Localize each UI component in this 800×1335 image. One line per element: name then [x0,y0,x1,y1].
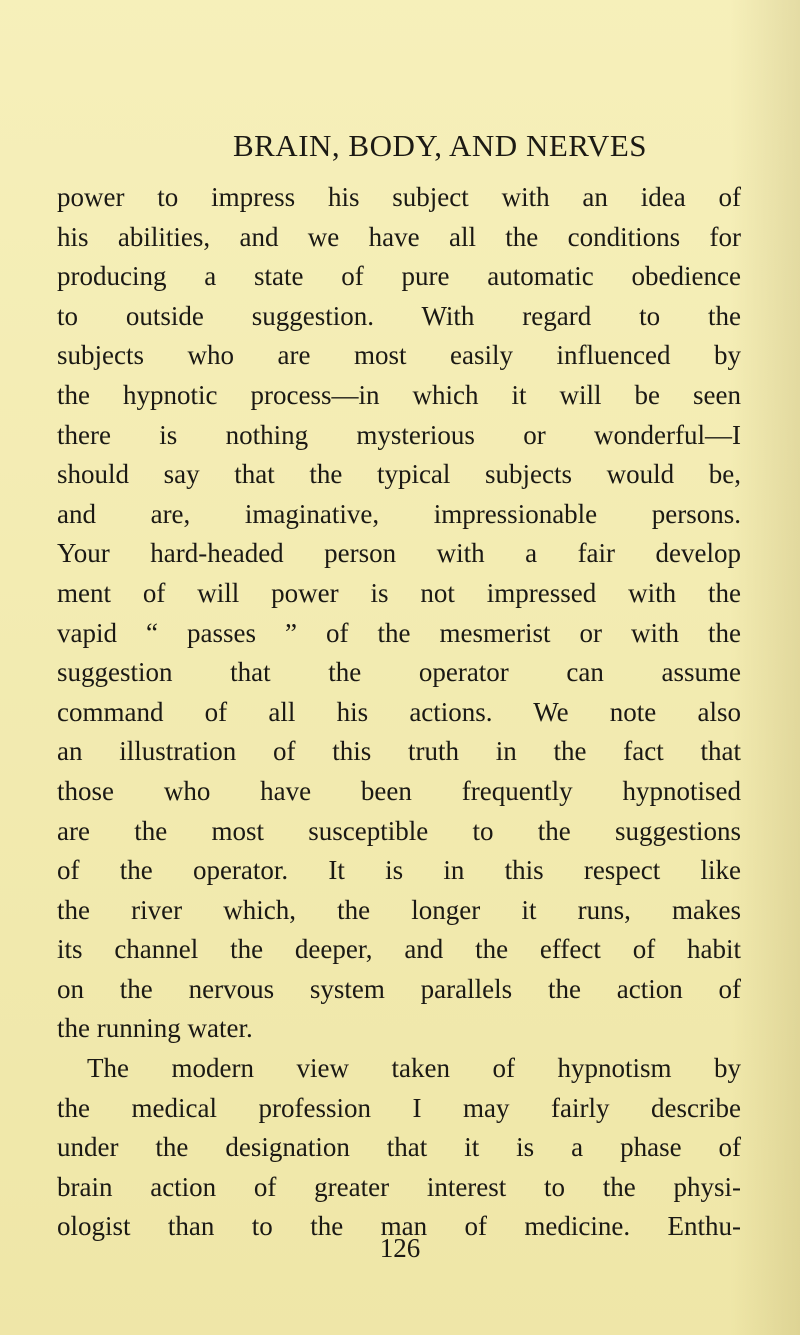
text-line: the hypnotic process—in which it will be seen [57,379,741,410]
page-number: 126 [379,1233,421,1263]
text-line: The modern view taken of hypnotism by [87,1053,741,1084]
text-line: on the nervous system parallels the action of [57,973,741,1004]
text-line: an illustration of this truth in the fact that [57,736,741,767]
text-line: should say that the typical subjects would be, [57,459,741,490]
text-line: ologist than to the man of medicine. Enthu- [57,1211,741,1242]
text-line: his abilities, and we have all the conditions for [57,221,741,252]
text-line: are the most susceptible to the suggestions [57,815,741,846]
running-head: BRAIN, BODY, AND NERVES [232,128,648,163]
text-line: command of all his actions. We note also [57,696,741,727]
body-text [57,178,741,1247]
text-line: ment of will power is not impressed with the [57,577,741,608]
text-line: to outside suggestion. With regard to the [57,300,741,331]
text-line: the river which, the longer it runs, makes [57,894,741,925]
text-line: the medical profession I may fairly describe [57,1092,741,1123]
text-line: suggestion that the operator can assume [57,657,741,688]
text-line: those who have been frequently hypnotised [57,775,741,806]
text-line: and are, imaginative, impressionable persons. [57,498,741,529]
text-line: the running water. [57,1013,253,1044]
text-line: under the designation that it is a phase of [57,1132,741,1163]
text-line: power to impress his subject with an idea of [57,182,741,212]
text-line: of the operator. It is in this respect like [57,855,741,886]
text-line: vapid “ passes ” of the mesmerist or with the [57,617,741,648]
text-line: brain action of greater interest to the physi- [57,1171,741,1202]
text-line: subjects who are most easily influenced by [57,340,741,371]
text-line: there is nothing mysterious or wonderful—I [57,419,741,450]
text-line: Your hard-headed person with a fair develop [57,538,741,569]
text-line: its channel the deeper, and the effect of habit [57,934,741,965]
text-line: producing a state of pure automatic obedience [57,261,741,292]
